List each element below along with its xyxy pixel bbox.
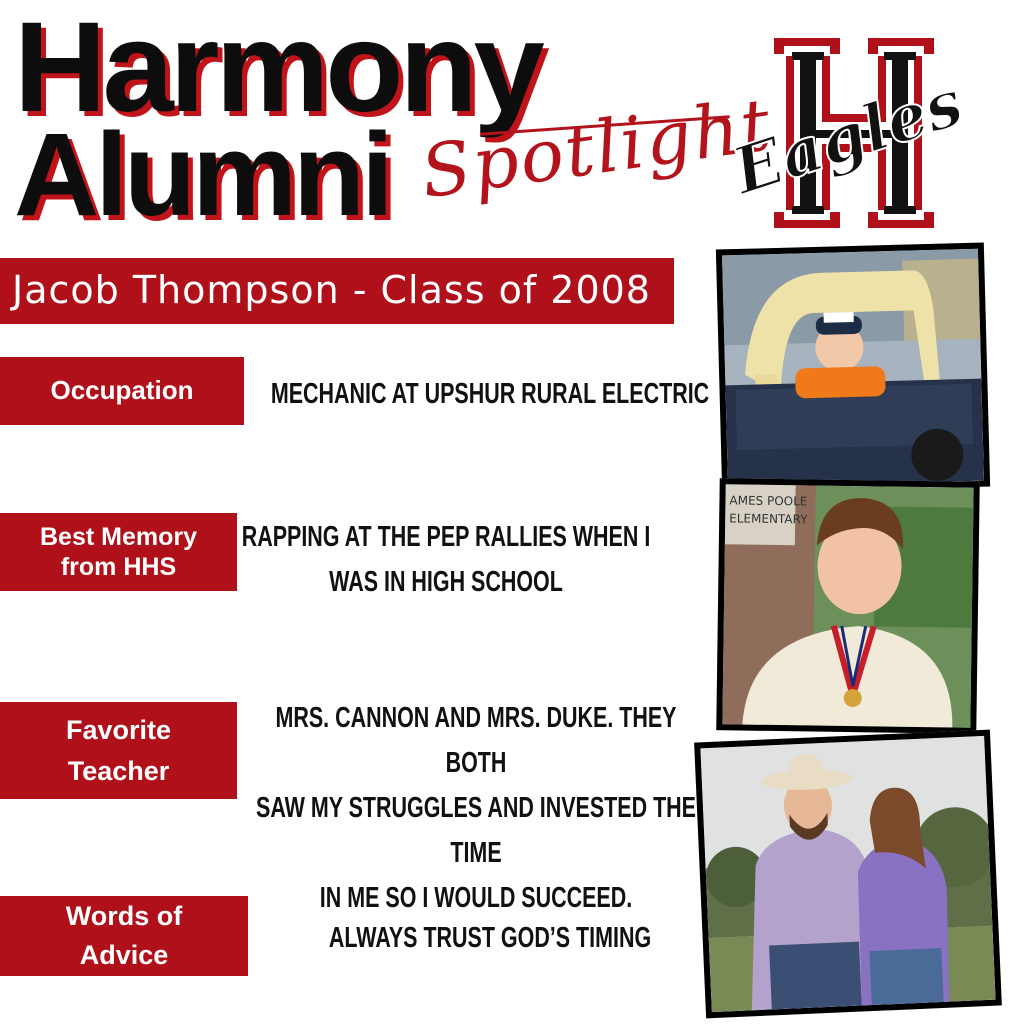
boy-photo-image <box>722 484 973 727</box>
occupation-answer: MECHANIC AT UPSHUR RURAL ELECTRIC <box>270 378 710 410</box>
favorite-teacher-label-line1: Favorite <box>65 715 172 745</box>
toddler-photo-image <box>722 249 984 488</box>
alumni-name-class: Jacob Thompson - Class of 2008 <box>12 268 651 312</box>
occupation-label-text: Occupation <box>50 375 194 406</box>
logo-eagles-script: Eagles <box>724 65 972 210</box>
photo-toddler-toy-car <box>716 243 990 494</box>
svg-text:ELEMENTARY: ELEMENTARY <box>729 511 808 527</box>
favorite-teacher-answer-line3: IN ME SO I WOULD SUCCEED. <box>319 881 633 914</box>
best-memory-label <box>0 513 237 591</box>
occupation-label <box>0 357 244 425</box>
advice-label-line2: Advice <box>79 940 169 970</box>
favorite-teacher-answer-line1: MRS. CANNON AND MRS. DUKE. THEY BOTH <box>275 702 677 779</box>
advice-label-line1: Words of <box>65 900 183 931</box>
best-memory-label-line1: Best Memory <box>40 523 197 551</box>
favorite-teacher-answer <box>254 696 698 921</box>
best-memory-answer <box>217 515 676 605</box>
title-harmony: Harmony <box>14 0 541 139</box>
svg-text:AMES POOLE: AMES POOLE <box>729 493 808 509</box>
best-memory-answer-line1: RAPPING AT THE PEP RALLIES WHEN I <box>241 521 651 553</box>
advice-answer: ALWAYS TRUST GOD’S TIMING <box>328 922 652 954</box>
favorite-teacher-label-line2: Teacher <box>67 755 170 786</box>
advice-label <box>0 896 248 976</box>
favorite-teacher-answer-line2: SAW MY STRUGGLES AND INVESTED THE TIME <box>256 791 696 869</box>
favorite-teacher-label <box>0 702 237 799</box>
photo-boy-with-medal <box>716 478 979 734</box>
title-alumni: Alumni <box>14 109 390 241</box>
couple-photo-image <box>700 736 995 1012</box>
title-spotlight-script: Spotlight <box>415 81 778 215</box>
photo-couple <box>694 730 1002 1019</box>
name-banner <box>0 258 674 324</box>
best-memory-label-line2: from HHS <box>60 553 177 581</box>
best-memory-answer-line2: WAS IN HIGH SCHOOL <box>329 565 563 598</box>
